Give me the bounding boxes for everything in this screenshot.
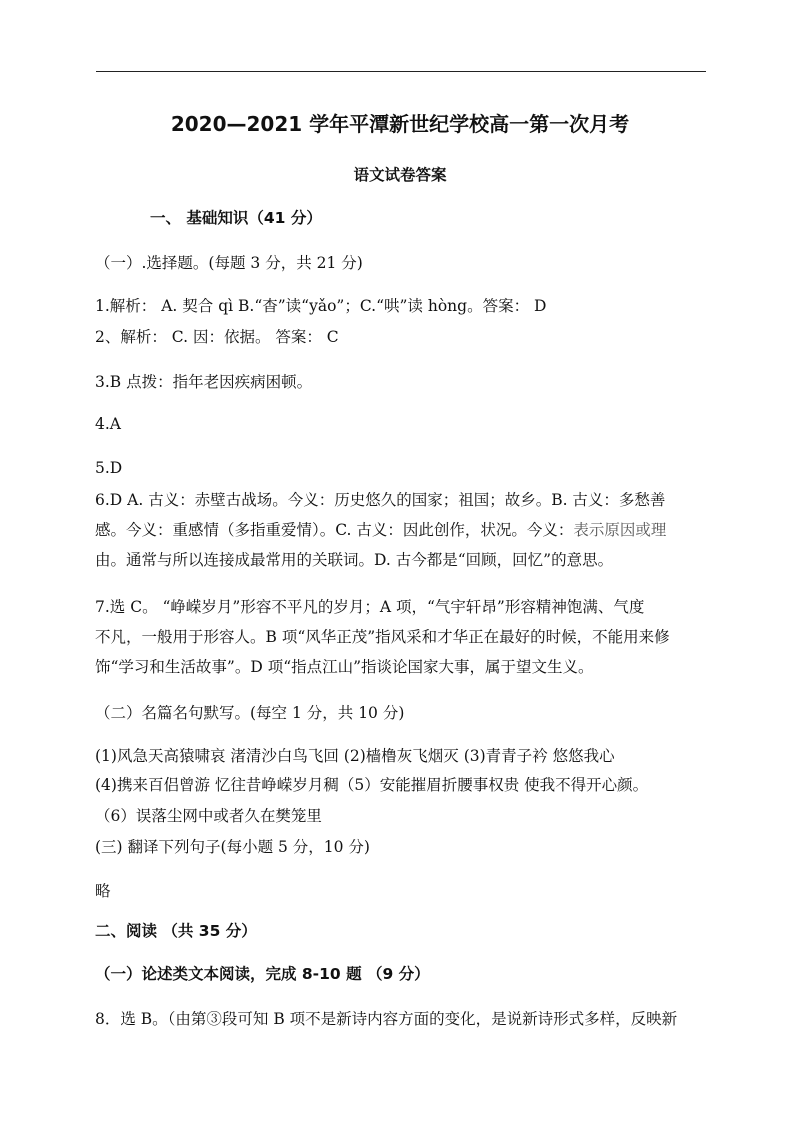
section-heading-1: 一、 基础知识（41 分） <box>150 209 322 227</box>
answer-q8: 8．选 B。（由第③段可知 B 项不是新诗内容方面的变化，是说新诗形式多样，反映新 <box>95 1010 678 1028</box>
dictation-line1: (1)风急天高猿啸哀 渚清沙白鸟飞回 (2)樯橹灰飞烟灭 (3)青青子衿 悠悠我心 <box>95 747 615 765</box>
translation-omitted: 略 <box>95 882 111 900</box>
part-heading-dictation: （二）名篇名句默写。(每空 1 分，共 10 分) <box>95 704 405 722</box>
answer-q1: 1.解析： A. 契合 qì B.“杳”读“yǎo”；C.“哄”读 hòng。答案： D <box>95 297 547 315</box>
answer-q6-line2-tail: 表示原因或理 <box>573 521 667 539</box>
answer-q7-line1: 7.选 C。 “峥嵘岁月”形容不平凡的岁月；A 项，“气宇轩昂”形容精神饱满、气度 <box>95 598 645 616</box>
part-heading-translation: (三) 翻译下列句子(每小题 5 分，10 分) <box>95 838 370 856</box>
section-heading-2: 二、阅读 （共 35 分） <box>95 922 257 940</box>
answer-q2: 2、解析： C. 因：依据。 答案： C <box>95 328 339 346</box>
part-heading-reading: （一）论述类文本阅读，完成 8-10 题 （9 分） <box>95 965 430 983</box>
answer-q6-line1: 6.D A. 古义：赤壁古战场。今义：历史悠久的国家；祖国；故乡。B. 古义：多愁善 <box>95 491 666 509</box>
answer-q3: 3.B 点拨：指年老因疾病困顿。 <box>95 373 313 391</box>
dictation-line3: （6）误落尘网中或者久在樊笼里 <box>95 807 322 825</box>
dictation-line2: (4)携来百侣曾游 忆往昔峥嵘岁月稠（5）安能摧眉折腰事权贵 使我不得开心颜。 <box>95 776 649 794</box>
header-rule <box>96 71 706 72</box>
part-heading-choice: （一）.选择题。(每题 3 分，共 21 分) <box>95 254 363 272</box>
answer-q5: 5.D <box>95 459 123 477</box>
page-title: 2020—2021 学年平潭新世纪学校高一第一次月考 <box>170 112 630 136</box>
answer-q4: 4.A <box>95 415 121 433</box>
answer-q6-line3: 由。通常与所以连接成最常用的关联词。D. 古今都是“回顾，回忆”的意思。 <box>95 551 614 569</box>
answer-q6-line2-text: 感。今义：重感情（多指重爱情）。C. 古义：因此创作，状况。今义： <box>95 521 574 539</box>
page-subtitle: 语文试卷答案 <box>353 166 447 184</box>
answer-q7-line2: 不凡，一般用于形容人。B 项“风华正茂”指风采和才华正在最好的时候，不能用来修 <box>95 628 670 646</box>
answer-q6-line2 <box>95 520 666 540</box>
answer-q7-line3: 饰“学习和生活故事”。D 项“指点江山”指谈论国家大事，属于望文生义。 <box>95 658 594 676</box>
